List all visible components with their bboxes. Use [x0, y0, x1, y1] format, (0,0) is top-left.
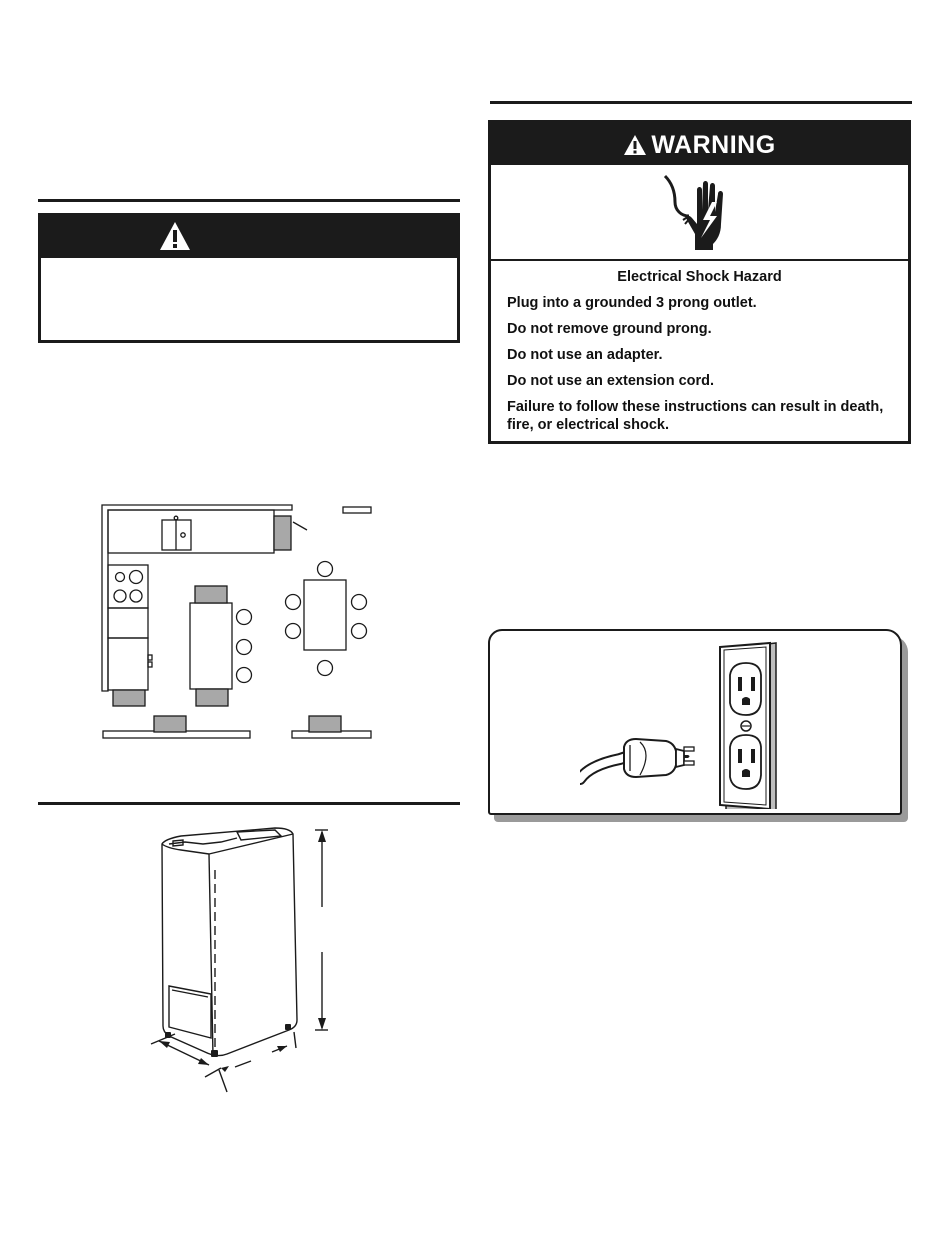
outlet-illustration-panel	[488, 629, 902, 815]
warning-line-2: Do not remove ground prong.	[507, 321, 712, 337]
warning-line-4: Do not use an extension cord.	[507, 373, 715, 389]
left-caution-band	[41, 216, 457, 258]
right-section-rule	[490, 101, 912, 104]
kitchen-floor-plan	[95, 498, 385, 743]
warning-line-6: fire, or electrical shock.	[507, 417, 669, 433]
electric-shock-hand-icon	[657, 172, 733, 254]
appliance-dimensions-drawing	[125, 822, 365, 1097]
warning-triangle-icon	[623, 134, 651, 156]
warning-title-text: WARNING	[651, 130, 776, 159]
hazard-title: Electrical Shock Hazard	[617, 269, 782, 285]
left-section-rule	[38, 199, 460, 202]
warning-pictogram-divider	[491, 259, 908, 261]
warning-line-5: Failure to follow these instructions can result in death,	[507, 399, 884, 415]
warning-box	[488, 120, 911, 444]
warning-line-1: Plug into a grounded 3 prong outlet.	[507, 295, 757, 311]
warning-title	[491, 123, 908, 167]
left-caution-box	[38, 213, 460, 343]
grounded-outlet-plug-illustration	[580, 641, 795, 809]
warning-triangle-icon	[159, 221, 191, 251]
dimensions-section-rule	[38, 802, 460, 805]
warning-line-3: Do not use an adapter.	[507, 347, 663, 363]
